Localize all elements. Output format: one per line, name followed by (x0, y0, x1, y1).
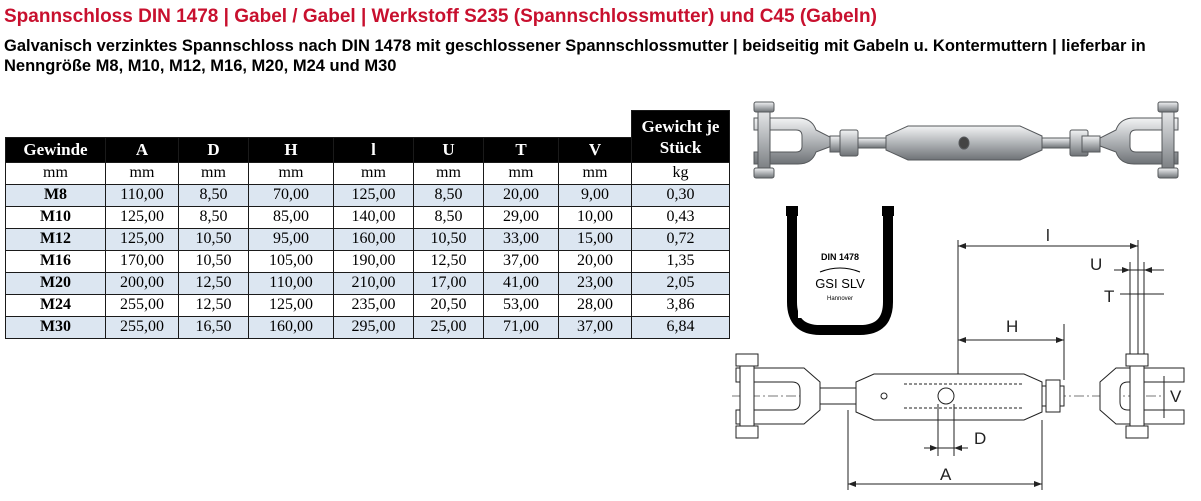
table-cell: 10,50 (414, 228, 484, 250)
unit-cell: kg (632, 162, 730, 184)
table-cell: 29,00 (484, 206, 559, 228)
table-cell: 125,00 (106, 228, 179, 250)
unit-cell: mm (559, 162, 632, 184)
units-row (6, 162, 730, 184)
table-cell: 210,00 (334, 272, 414, 294)
unit-cell: mm (484, 162, 559, 184)
table-cell: 110,00 (106, 184, 179, 206)
table-cell: 12,50 (414, 250, 484, 272)
table-cell: 105,00 (249, 250, 334, 272)
table-cell: 53,00 (484, 294, 559, 316)
table-cell: 3,86 (632, 294, 730, 316)
table-row (6, 228, 730, 250)
unit-cell: mm (334, 162, 414, 184)
table-row (6, 184, 730, 206)
dimension-label-u: U (1090, 255, 1103, 274)
table-row (6, 206, 730, 228)
column-header-weight: Gewicht je Stück (632, 111, 730, 163)
table-cell: 2,05 (632, 272, 730, 294)
table-cell: 255,00 (106, 316, 179, 338)
column-header-v: V (559, 137, 632, 162)
column-header-l: l (334, 137, 414, 162)
table-cell: 23,00 (559, 272, 632, 294)
table-cell: 8,50 (179, 184, 249, 206)
table-cell: 1,35 (632, 250, 730, 272)
dimension-label-h: H (1006, 317, 1019, 336)
table-cell: M16 (6, 250, 106, 272)
column-header-gewinde: Gewinde (6, 137, 106, 162)
product-description: Galvanisch verzinktes Spannschloss nach DIN 1478 mit geschlossener Spannschlossmutter | beidseitig mit Gabeln u. Kontermuttern | lieferbar in Nenngröße M8, M10, M12, M16, M20, M24 und M30 (4, 37, 1146, 75)
table-cell: 8,50 (414, 206, 484, 228)
page-title: Spannschloss DIN 1478 | Gabel / Gabel | Werkstoff S235 (Spannschlossmutter) und C45 (Gabeln) (4, 6, 877, 27)
table-cell: 8,50 (179, 206, 249, 228)
table-cell: 0,30 (632, 184, 730, 206)
table-cell: M30 (6, 316, 106, 338)
table-cell: 20,00 (484, 184, 559, 206)
column-header-h: H (249, 137, 334, 162)
turnbuckle-photo (740, 100, 1192, 180)
table-cell: M10 (6, 206, 106, 228)
table-cell: 17,00 (414, 272, 484, 294)
table-cell: 110,00 (249, 272, 334, 294)
unit-cell: mm (106, 162, 179, 184)
table-cell: 37,00 (559, 316, 632, 338)
table-cell: 85,00 (249, 206, 334, 228)
table-cell: 20,00 (559, 250, 632, 272)
table-cell: 125,00 (249, 294, 334, 316)
column-header-a: A (106, 137, 179, 162)
table-cell: 70,00 (249, 184, 334, 206)
table-cell: M12 (6, 228, 106, 250)
dimension-label-a: A (940, 465, 952, 484)
table-cell: 71,00 (484, 316, 559, 338)
table-cell: 12,50 (179, 272, 249, 294)
table-cell: M24 (6, 294, 106, 316)
table-cell: 37,00 (484, 250, 559, 272)
table-cell: 95,00 (249, 228, 334, 250)
table-cell: 20,50 (414, 294, 484, 316)
dimension-label-v: V (1170, 387, 1182, 406)
table-cell: 295,00 (334, 316, 414, 338)
table-cell: 33,00 (484, 228, 559, 250)
table-cell: 10,50 (179, 250, 249, 272)
table-cell: 200,00 (106, 272, 179, 294)
table-row (6, 272, 730, 294)
table-cell: 28,00 (559, 294, 632, 316)
table-row (6, 294, 730, 316)
table-cell: 15,00 (559, 228, 632, 250)
column-header-u: U (414, 137, 484, 162)
table-cell: 10,00 (559, 206, 632, 228)
table-cell: 170,00 (106, 250, 179, 272)
table-cell: 125,00 (334, 184, 414, 206)
table-cell: 16,50 (179, 316, 249, 338)
column-header-d: D (179, 137, 249, 162)
dimension-label-d: D (974, 429, 987, 448)
table-cell: M8 (6, 184, 106, 206)
table-cell: 8,50 (414, 184, 484, 206)
logo-city: Hannover (826, 296, 854, 302)
table-cell: 41,00 (484, 272, 559, 294)
table-cell: 0,72 (632, 228, 730, 250)
table-cell: 235,00 (334, 294, 414, 316)
table-cell: 255,00 (106, 294, 179, 316)
column-header-t: T (484, 137, 559, 162)
logo-brand: GSI SLV (815, 276, 865, 291)
dimension-label-t: T (1104, 287, 1115, 306)
table-cell: 160,00 (249, 316, 334, 338)
dimensions-table (5, 110, 730, 339)
table-cell: 6,84 (632, 316, 730, 338)
table-cell: M20 (6, 272, 106, 294)
logo-standard: DIN 1478 (820, 252, 860, 262)
table-row (6, 316, 730, 338)
unit-cell: mm (179, 162, 249, 184)
unit-cell: mm (414, 162, 484, 184)
table-cell: 25,00 (414, 316, 484, 338)
table-row (6, 250, 730, 272)
table-cell: 10,50 (179, 228, 249, 250)
table-cell: 125,00 (106, 206, 179, 228)
din-certification-logo (786, 206, 894, 336)
table-cell: 12,50 (179, 294, 249, 316)
table-cell: 9,00 (559, 184, 632, 206)
dimension-label-l: l (1046, 226, 1050, 245)
unit-cell: mm (249, 162, 334, 184)
unit-cell: mm (6, 162, 106, 184)
table-cell: 0,43 (632, 206, 730, 228)
table-cell: 190,00 (334, 250, 414, 272)
table-cell: 140,00 (334, 206, 414, 228)
table-cell: 160,00 (334, 228, 414, 250)
